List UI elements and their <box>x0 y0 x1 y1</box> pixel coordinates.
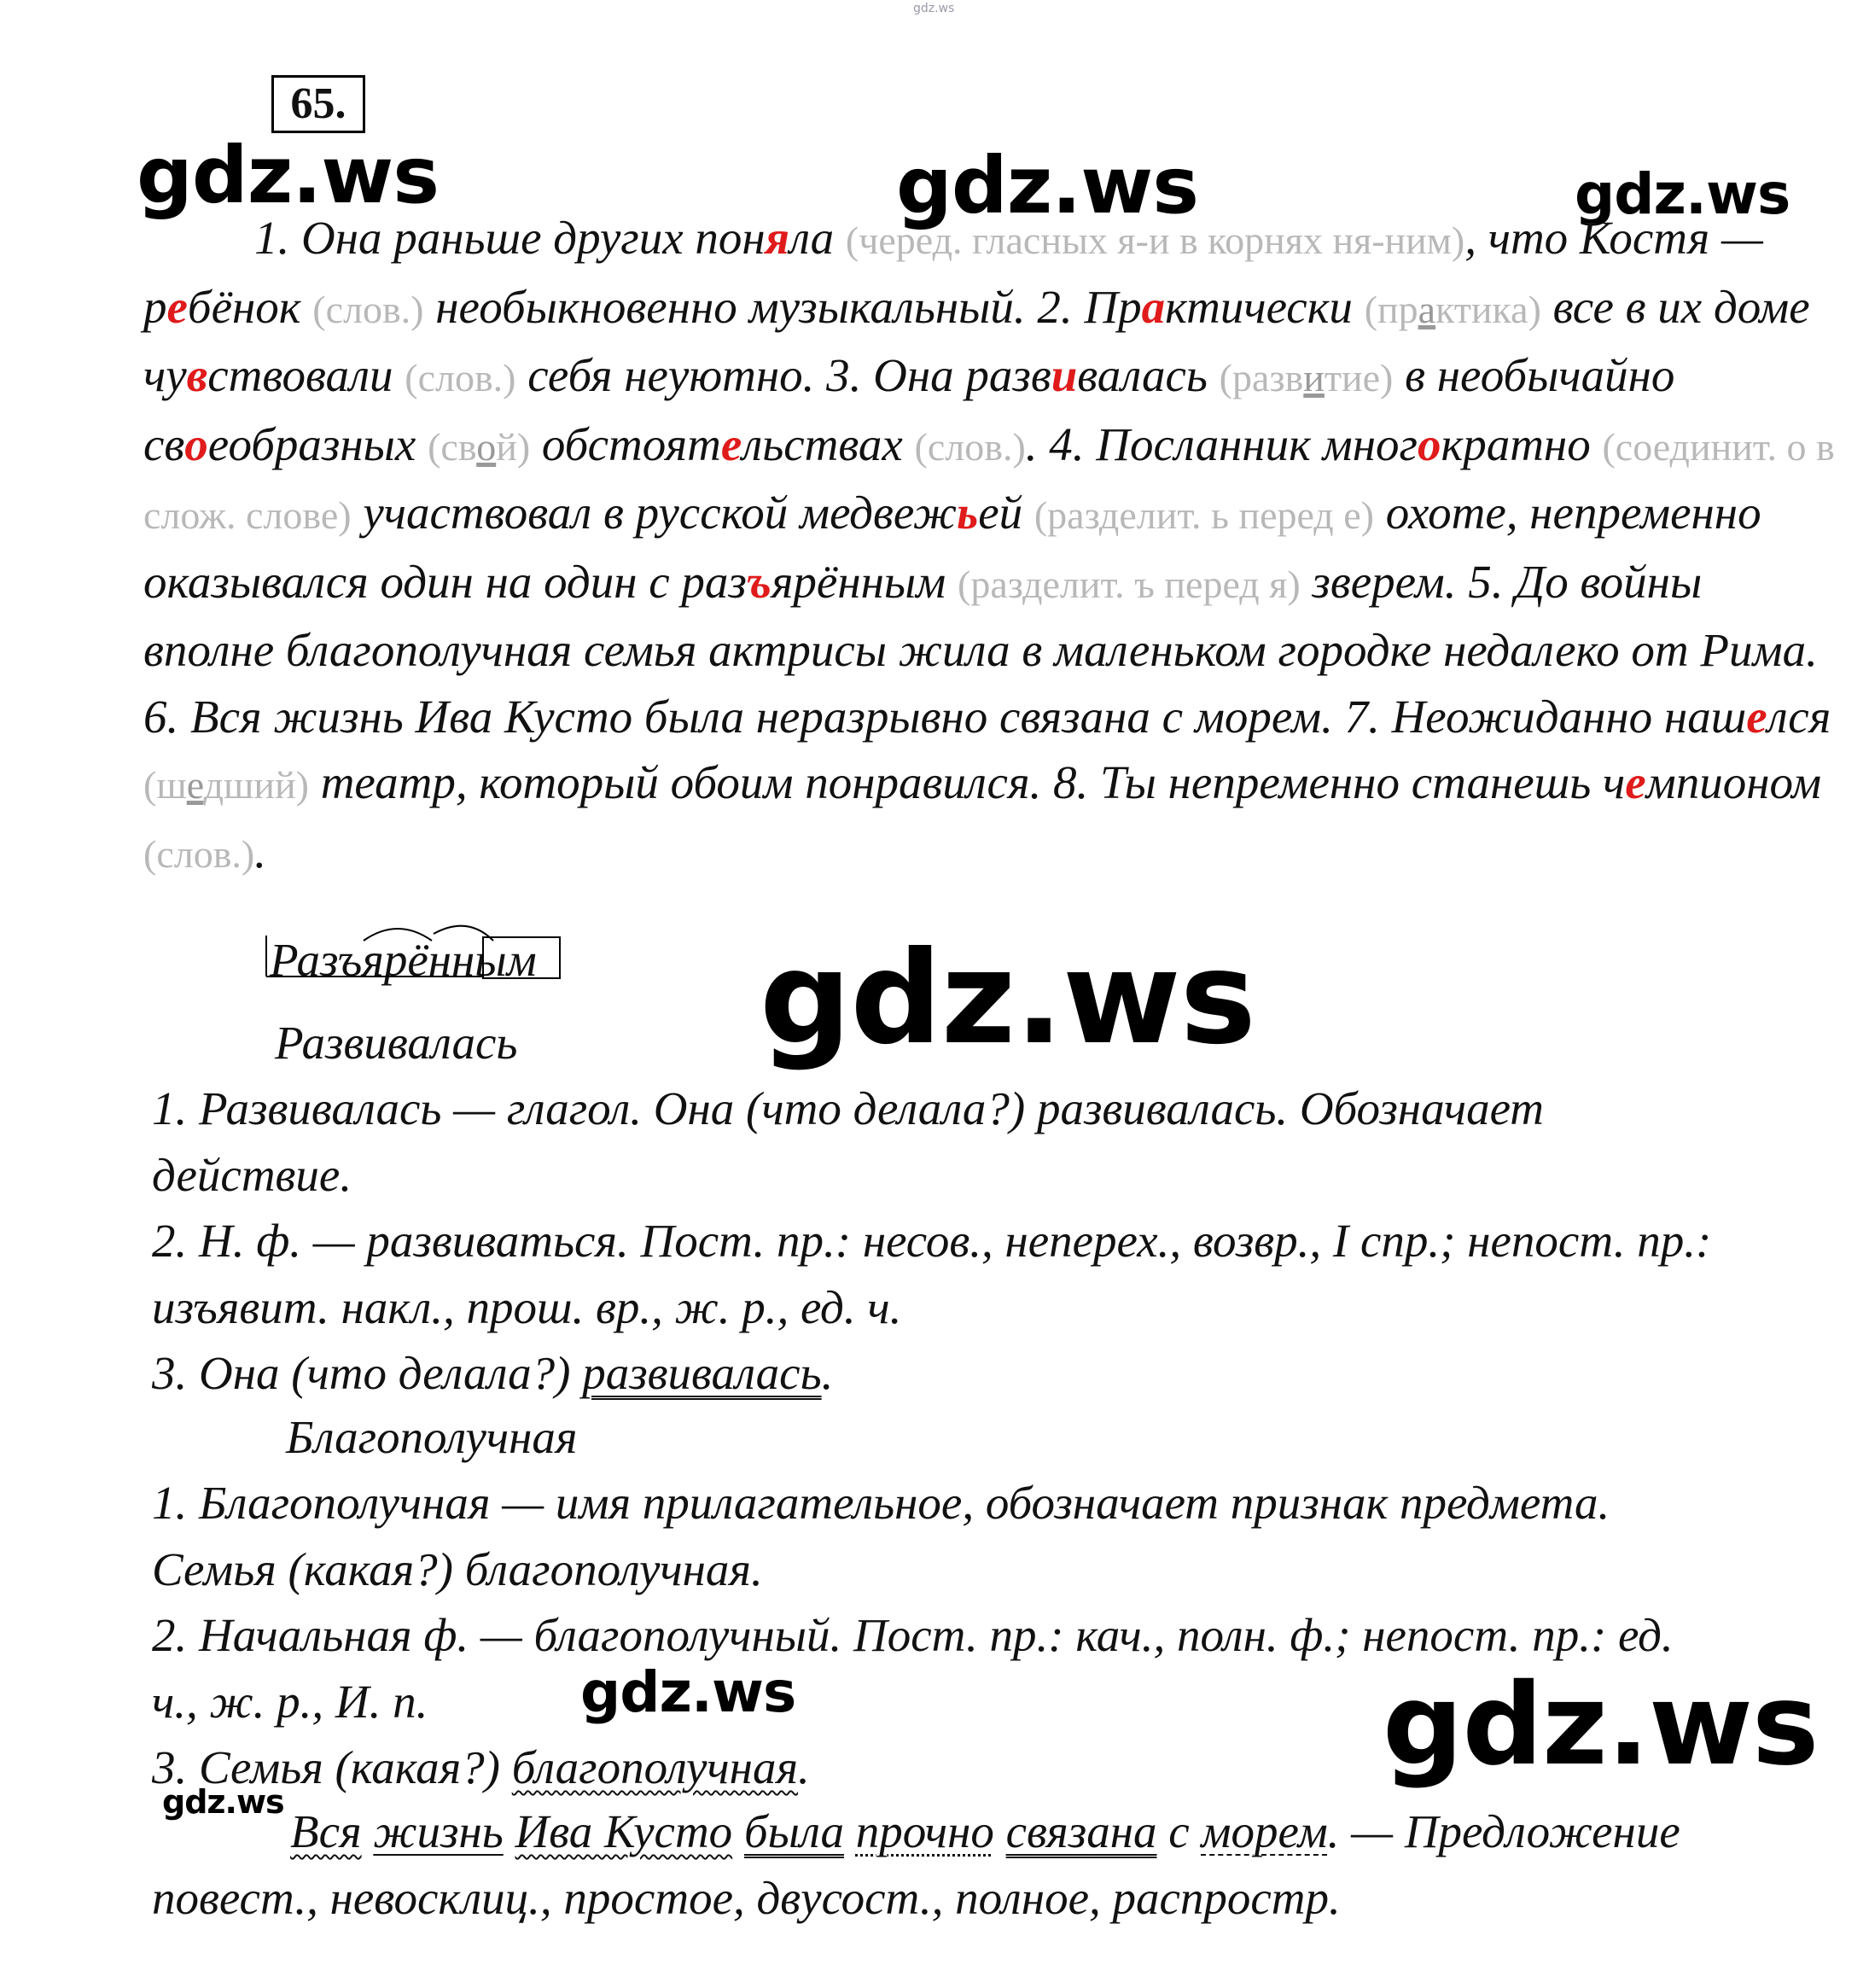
watermark-center: gdz.ws <box>760 924 1255 1073</box>
word1-line-3: 2. Н. ф. — развиваться. Пост. пр.: несов., неперех., возвр., I спр.; непост. пр.: <box>152 1215 1712 1267</box>
text-run: участвовал в русской медвеж <box>351 487 958 539</box>
grammar-note: (соединит. о в слож. слове) <box>143 424 1835 537</box>
text-run: бёнок <box>187 280 313 333</box>
watermark-top-left: gdz.ws <box>137 130 439 221</box>
grammar-note: (разв <box>1219 356 1304 399</box>
highlighted-letter: и <box>1051 349 1078 401</box>
highlighted-letter: в <box>186 349 208 401</box>
word1-line-1: 1. Развивалась — глагол. Она (что делала?) развивалась. Обозначает <box>152 1082 1544 1134</box>
highlighted-letter: е <box>166 280 188 333</box>
exercise-text <box>143 205 1842 887</box>
grammar-note: (разделит. ь перед е) <box>1033 493 1374 537</box>
sentence-line-1 <box>152 1799 1680 1865</box>
grammar-note: тие) <box>1324 356 1394 399</box>
morpheme-analysis <box>270 930 537 990</box>
word2-line5-suffix: . <box>798 1741 810 1793</box>
highlighted-letter: е <box>1625 756 1646 808</box>
note-underlined-letter: а <box>1418 287 1436 331</box>
sentence-word-prochno: прочно <box>855 1805 994 1857</box>
text-run: обстоят <box>530 417 721 470</box>
grammar-note: й) <box>496 424 531 469</box>
grammar-note: ктика) <box>1435 287 1541 331</box>
word2-line-5 <box>152 1734 1674 1801</box>
exercise-number: 65. <box>271 75 365 133</box>
watermark-top-right: gdz.ws <box>1575 161 1790 227</box>
text-run: 1. Она раньше других пон <box>254 212 766 264</box>
grammar-note: (черед. гласных я-и в корнях ня-ним) <box>845 219 1465 262</box>
highlighted-letter: ъ <box>746 555 771 608</box>
word2-line-2: Семья (какая?) благополучная. <box>152 1542 763 1595</box>
text-run: в необычайно св <box>143 349 1675 470</box>
sentence-word-svyazana: связана <box>1005 1805 1157 1857</box>
grammar-note: (св <box>428 424 477 469</box>
predicate-word: развивалась <box>582 1347 822 1399</box>
word1-line5-suffix: . <box>821 1347 834 1399</box>
text-run: кратно <box>1441 417 1603 470</box>
highlighted-letter: ь <box>957 487 979 539</box>
watermark-mid-small: gdz.ws <box>580 1659 796 1725</box>
grammar-note: (слов.) <box>143 831 255 876</box>
word1-title: Развивалась <box>275 1017 518 1069</box>
text-run: охоте, непременно оказывался один на один с раз <box>143 487 1761 608</box>
text-run: ла <box>789 212 846 264</box>
grammar-note: (слов.) <box>405 356 516 399</box>
header-watermark: gdz.ws <box>913 2 955 15</box>
watermark-bottom-right: gdz.ws <box>1383 1659 1819 1791</box>
sentence-word-s: с <box>1156 1805 1202 1857</box>
highlighted-letter: е <box>720 417 742 470</box>
grammar-note: (слов.) <box>312 287 424 331</box>
grammar-note: (пр <box>1364 287 1418 331</box>
text-run: ярённым <box>771 555 958 608</box>
word2-line-1: 1. Благополучная — имя прилагательное, обозначает признак предмета. <box>152 1477 1610 1529</box>
grammar-note: дший) <box>203 763 309 807</box>
attribute-word: благополучная <box>511 1741 799 1793</box>
text-run: лся <box>1767 690 1831 743</box>
highlighted-letter: о <box>184 417 208 470</box>
text-run: зверем. 5. До войны вполне благополучная семья актрисы жила в маленьком городке недалеко от Рима. 6. Вся жизнь Ива Кусто была неразрывно связана с морем. 7. Неожиданно наш <box>143 555 1818 743</box>
highlighted-letter: о <box>1417 417 1441 470</box>
text-run: себя неуютно. 3. Она разв <box>515 349 1051 401</box>
text-run: валась <box>1077 349 1220 401</box>
morpheme-marks <box>263 917 570 985</box>
grammar-note: (ш <box>143 763 187 807</box>
sentence-word-byla: была <box>743 1805 845 1857</box>
word1-line5-prefix: 3. Она (что делала?) <box>152 1347 583 1399</box>
text-run: все в их доме чу <box>143 280 1810 401</box>
text-run: льствах <box>742 417 915 470</box>
word1-line-5 <box>152 1340 1711 1407</box>
highlighted-letter: я <box>765 212 790 264</box>
sentence-line-2: повест., невосклиц., простое, двусост., полное, распростр. <box>152 1871 1341 1924</box>
note-underlined-letter: и <box>1303 356 1325 399</box>
sentence-word-zhizn: жизнь <box>373 1805 504 1857</box>
word2-line-3: 2. Начальная ф. — благополучный. Пост. пр.: кач., полн. ф.; непост. пр.: ед. <box>152 1609 1674 1661</box>
note-underlined-letter: о <box>476 424 497 469</box>
word2-line5-prefix: 3. Семья (какая?) <box>152 1741 512 1793</box>
highlighted-letter: а <box>1141 280 1166 333</box>
sentence-word-vsya: Вся <box>290 1805 362 1857</box>
grammar-note: (слов.) <box>914 424 1026 469</box>
word1-line-4: изъявит. накл., прош. вр., ж. р., ед. ч. <box>152 1280 902 1333</box>
note-underlined-letter: е <box>186 763 204 807</box>
text-run: необыкновенно музыкальный. 2. Пр <box>423 280 1142 333</box>
sentence-word-morem: морем <box>1201 1805 1328 1857</box>
text-run: театр, который обоим понравился. 8. Ты непременно станешь ч <box>308 756 1626 808</box>
sentence-tail: . — Предложение <box>1327 1805 1680 1857</box>
sentence-word-iva-kusto: Ива Кусто <box>515 1805 733 1857</box>
text-run: ей <box>978 487 1034 539</box>
watermark-top-center: gdz.ws <box>896 140 1198 231</box>
watermark-bottom-small: gdz.ws <box>162 1783 284 1821</box>
morph-word: Разъярённым <box>270 934 537 986</box>
text-run: мпионом <box>1645 756 1822 808</box>
word2-title: Благополучная <box>286 1411 578 1463</box>
word1-line-2: действие. <box>152 1148 352 1201</box>
highlighted-letter: е <box>1746 690 1767 743</box>
text-run: . 4. Посланник мног <box>1025 417 1418 470</box>
text-run: ствовали <box>207 349 405 401</box>
text-run: еобразных <box>207 417 428 470</box>
text-run: ктически <box>1165 280 1365 333</box>
text-run: , что Костя — р <box>143 212 1763 333</box>
grammar-note: (разделит. ъ перед я) <box>958 562 1301 606</box>
text-run: . <box>254 825 266 877</box>
word2-line-4: ч., ж. р., И. п. <box>152 1675 428 1728</box>
